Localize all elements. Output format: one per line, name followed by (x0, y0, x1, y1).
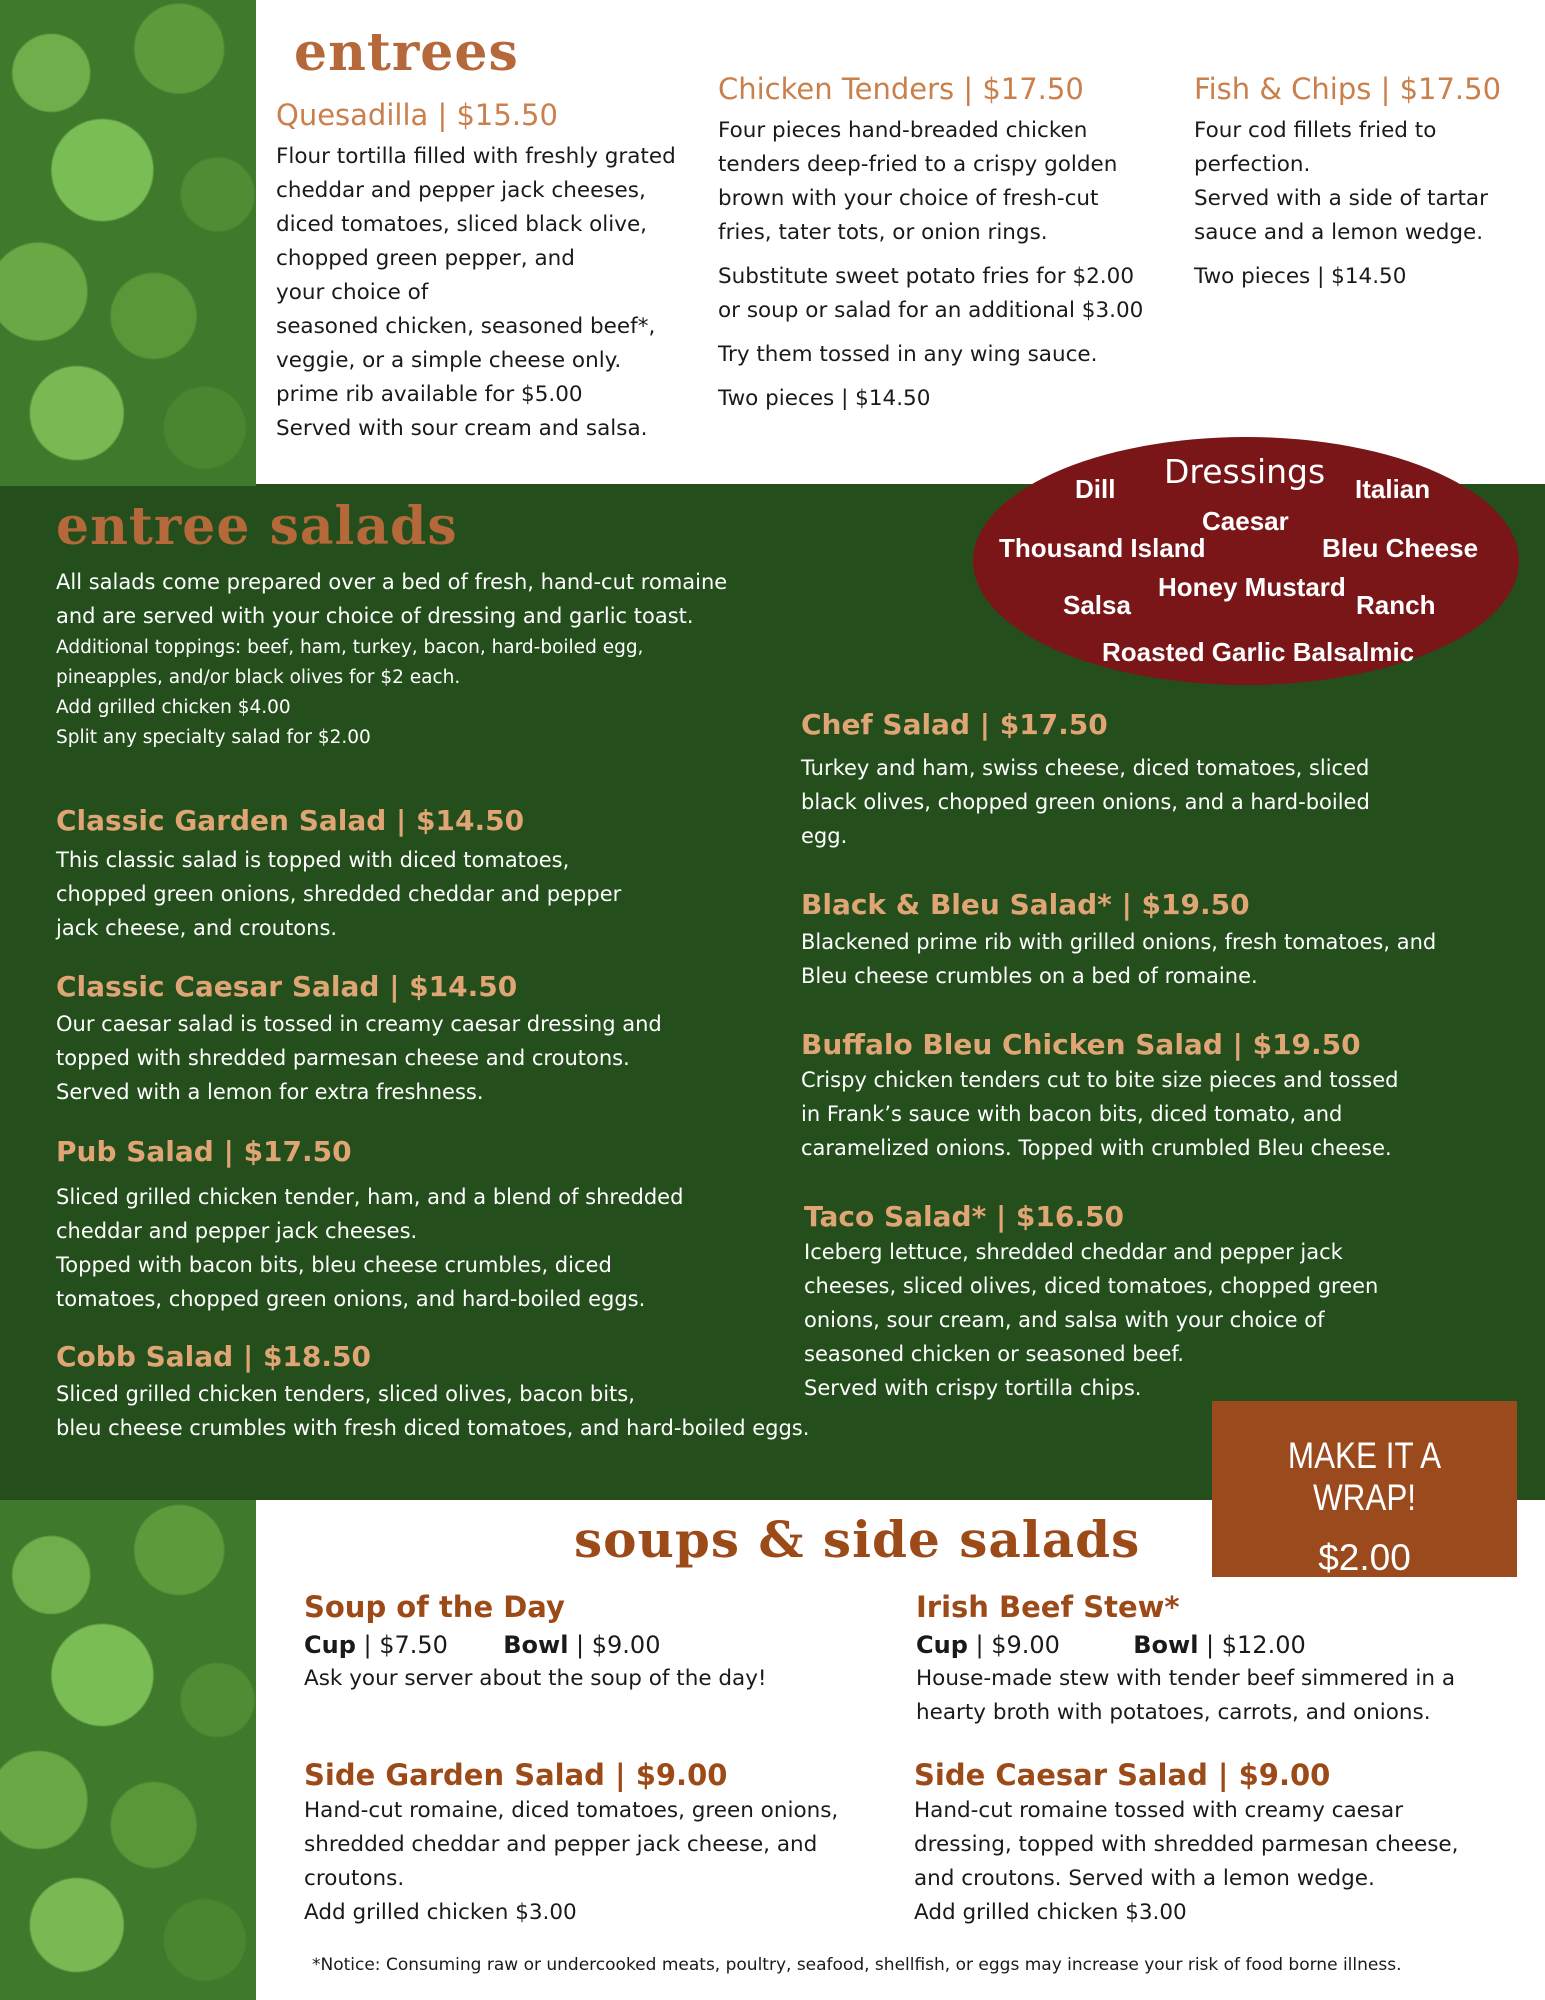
stew-cup-label: Cup (916, 1631, 968, 1659)
dressing-ranch: Ranch (1356, 590, 1436, 620)
dressing-dill: Dill (1075, 474, 1116, 504)
chef-salad-description: Turkey and ham, swiss cheese, diced tomatoes, sliced black olives, chopped green onions, and a hard-boiled egg. (801, 756, 1370, 848)
stew-bowl-label: Bowl (1133, 1631, 1199, 1659)
salads-intro-text: All salads come prepared over a bed of fresh, hand-cut romaine and are served with your choice of dressing and garlic toast. (56, 570, 728, 628)
quesadilla-description: Flour tortilla filled with freshly grated cheddar and pepper jack cheeses, diced tomatoes, sliced black olive, chopped green pepper, and your choice of seasoned chicken, seasoned beef*, veggie, or a simple cheese only. prime rib available for $5.00 Served with sour cream and salsa. (276, 144, 676, 441)
soup-cup-price: | $7.50 (355, 1631, 448, 1659)
dressing-honey-mustard: Honey Mustard (1158, 572, 1346, 602)
dressing-thousand-island: Thousand Island (999, 533, 1206, 563)
chicken-tenders-sauce: Try them tossed in any wing sauce. (718, 342, 1098, 367)
black-bleu-heading: Black & Bleu Salad* | $19.50 (801, 888, 1250, 921)
chicken-tenders-two-pieces: Two pieces | $14.50 (718, 386, 931, 411)
cobb-salad-description: Sliced grilled chicken tenders, sliced olives, bacon bits, bleu cheese crumbles with fresh diced tomatoes, and hard-boiled eggs. (56, 1382, 810, 1440)
dressing-bleu-cheese: Bleu Cheese (1322, 533, 1479, 563)
dressing-caesar: Caesar (1202, 506, 1289, 536)
buffalo-bleu-heading: Buffalo Bleu Chicken Salad | $19.50 (801, 1028, 1361, 1061)
side-caesar-salad-section (914, 1758, 1524, 1930)
salad-taco (804, 1200, 1524, 1405)
salad-cobb (56, 1340, 876, 1445)
irish-beef-stew-section (916, 1590, 1526, 1730)
stew-description: House-made stew with tender beef simmered in a hearty broth with potatoes, carrots, and onions. (916, 1666, 1456, 1725)
salad-buffalo-bleu (801, 1028, 1521, 1165)
taco-salad-heading: Taco Salad* | $16.50 (804, 1200, 1124, 1233)
salad-black-bleu (801, 888, 1521, 993)
entree-salads-title: entree salads (56, 496, 458, 557)
soup-day-description: Ask your server about the soup of the day! (304, 1666, 767, 1691)
salad-classic-caesar (56, 970, 776, 1109)
salad-classic-garden (56, 804, 776, 945)
entree-salads-intro (56, 565, 776, 753)
pub-salad-description: Sliced grilled chicken tender, ham, and a blend of shredded cheddar and pepper jack cheeses. Topped with bacon bits, bleu cheese crumbles, diced tomatoes, chopped green onions, and hard-boiled eggs. (56, 1185, 684, 1311)
fish-chips-heading: Fish & Chips | $17.50 (1194, 72, 1502, 106)
clover-image-top (0, 0, 256, 486)
quesadilla-section (276, 98, 696, 446)
classic-garden-description: This classic salad is topped with diced tomatoes, chopped green onions, shredded cheddar and pepper jack cheese, and croutons. (56, 848, 622, 940)
soup-day-prices (304, 1628, 864, 1662)
entrees-title: entrees (294, 22, 519, 83)
cobb-salad-heading: Cobb Salad | $18.50 (56, 1340, 371, 1373)
black-bleu-description: Blackened prime rib with grilled onions, fresh tomatoes, and Bleu cheese crumbles on a bed of romaine. (801, 930, 1437, 988)
salads-toppings-text: Additional toppings: beef, ham, turkey, bacon, hard-boiled egg, pineapples, and/or black olives for $2 each. Add grilled chicken $4.00 Split any specialty salad for $2.00 (56, 637, 644, 748)
chicken-tenders-heading: Chicken Tenders | $17.50 (718, 72, 1084, 106)
dressings-title: Dressings (1164, 452, 1326, 491)
side-garden-heading: Side Garden Salad | $9.00 (304, 1758, 728, 1792)
food-safety-notice: *Notice: Consuming raw or undercooked meats, poultry, seafood, shellfish, or eggs may increase your risk of food borne illness. (312, 1955, 1402, 1975)
dressing-salsa: Salsa (1063, 590, 1131, 620)
salad-pub (56, 1135, 776, 1316)
soup-bowl-label: Bowl (503, 1631, 569, 1659)
taco-salad-description: Iceberg lettuce, shredded cheddar and pepper jack cheeses, sliced olives, diced tomatoes, chopped green onions, sour cream, and salsa with your choice of seasoned chicken or seasoned beef. Served with crispy tortilla chips. (804, 1240, 1379, 1400)
soup-day-heading: Soup of the Day (304, 1590, 565, 1624)
classic-caesar-heading: Classic Caesar Salad | $14.50 (56, 970, 518, 1003)
side-caesar-heading: Side Caesar Salad | $9.00 (914, 1758, 1331, 1792)
fish-chips-section (1194, 72, 1534, 294)
stew-bowl-price: | $12.00 (1198, 1631, 1306, 1659)
stew-cup-price: | $9.00 (967, 1631, 1060, 1659)
wrap-line-1: MAKE IT A WRAP! (1287, 1435, 1442, 1518)
side-garden-salad-section (304, 1758, 904, 1930)
classic-caesar-description: Our caesar salad is tossed in creamy caesar dressing and topped with shredded parmesan cheese and croutons. Served with a lemon for extra freshness. (56, 1012, 662, 1104)
classic-garden-heading: Classic Garden Salad | $14.50 (56, 804, 525, 837)
fish-chips-two-pieces: Two pieces | $14.50 (1194, 264, 1407, 289)
dressing-roasted-garlic-balsalmic: Roasted Garlic Balsalmic (1102, 637, 1415, 667)
chicken-tenders-section (718, 72, 1168, 416)
stew-heading: Irish Beef Stew* (916, 1590, 1180, 1624)
dressing-italian: Italian (1355, 474, 1431, 504)
wrap-line-2: $2.00 (1318, 1537, 1411, 1578)
soups-title: soups & side salads (574, 1510, 1141, 1569)
soup-bowl-price: | $9.00 (568, 1631, 661, 1659)
chef-salad-heading: Chef Salad | $17.50 (801, 708, 1108, 741)
side-caesar-description: Hand-cut romaine tossed with creamy caesar dressing, topped with shredded parmesan cheese, and croutons. Served with a lemon wedge. Add grilled chicken $3.00 (914, 1798, 1459, 1925)
make-it-a-wrap-box (1212, 1401, 1517, 1577)
clover-image-bottom (0, 1500, 256, 2000)
fish-chips-description: Four cod fillets fried to perfection. Served with a side of tartar sauce and a lemon wedge. (1194, 118, 1488, 245)
salad-chef (801, 708, 1521, 853)
side-garden-description: Hand-cut romaine, diced tomatoes, green onions, shredded cheddar and pepper jack cheese, and croutons. Add grilled chicken $3.00 (304, 1798, 839, 1925)
soup-of-the-day-section (304, 1590, 864, 1696)
chicken-tenders-substitute: Substitute sweet potato fries for $2.00 or soup or salad for an additional $3.00 (718, 264, 1144, 323)
stew-prices (916, 1628, 1526, 1662)
chicken-tenders-description: Four pieces hand-breaded chicken tenders deep-fried to a crispy golden brown with your choice of fresh-cut fries, tater tots, or onion rings. (718, 118, 1118, 245)
pub-salad-heading: Pub Salad | $17.50 (56, 1135, 352, 1168)
quesadilla-heading: Quesadilla | $15.50 (276, 98, 558, 132)
buffalo-bleu-description: Crispy chicken tenders cut to bite size pieces and tossed in Frank’s sauce with bacon bits, diced tomato, and caramelized onions. Topped with crumbled Bleu cheese. (801, 1068, 1399, 1160)
soup-cup-label: Cup (304, 1631, 356, 1659)
